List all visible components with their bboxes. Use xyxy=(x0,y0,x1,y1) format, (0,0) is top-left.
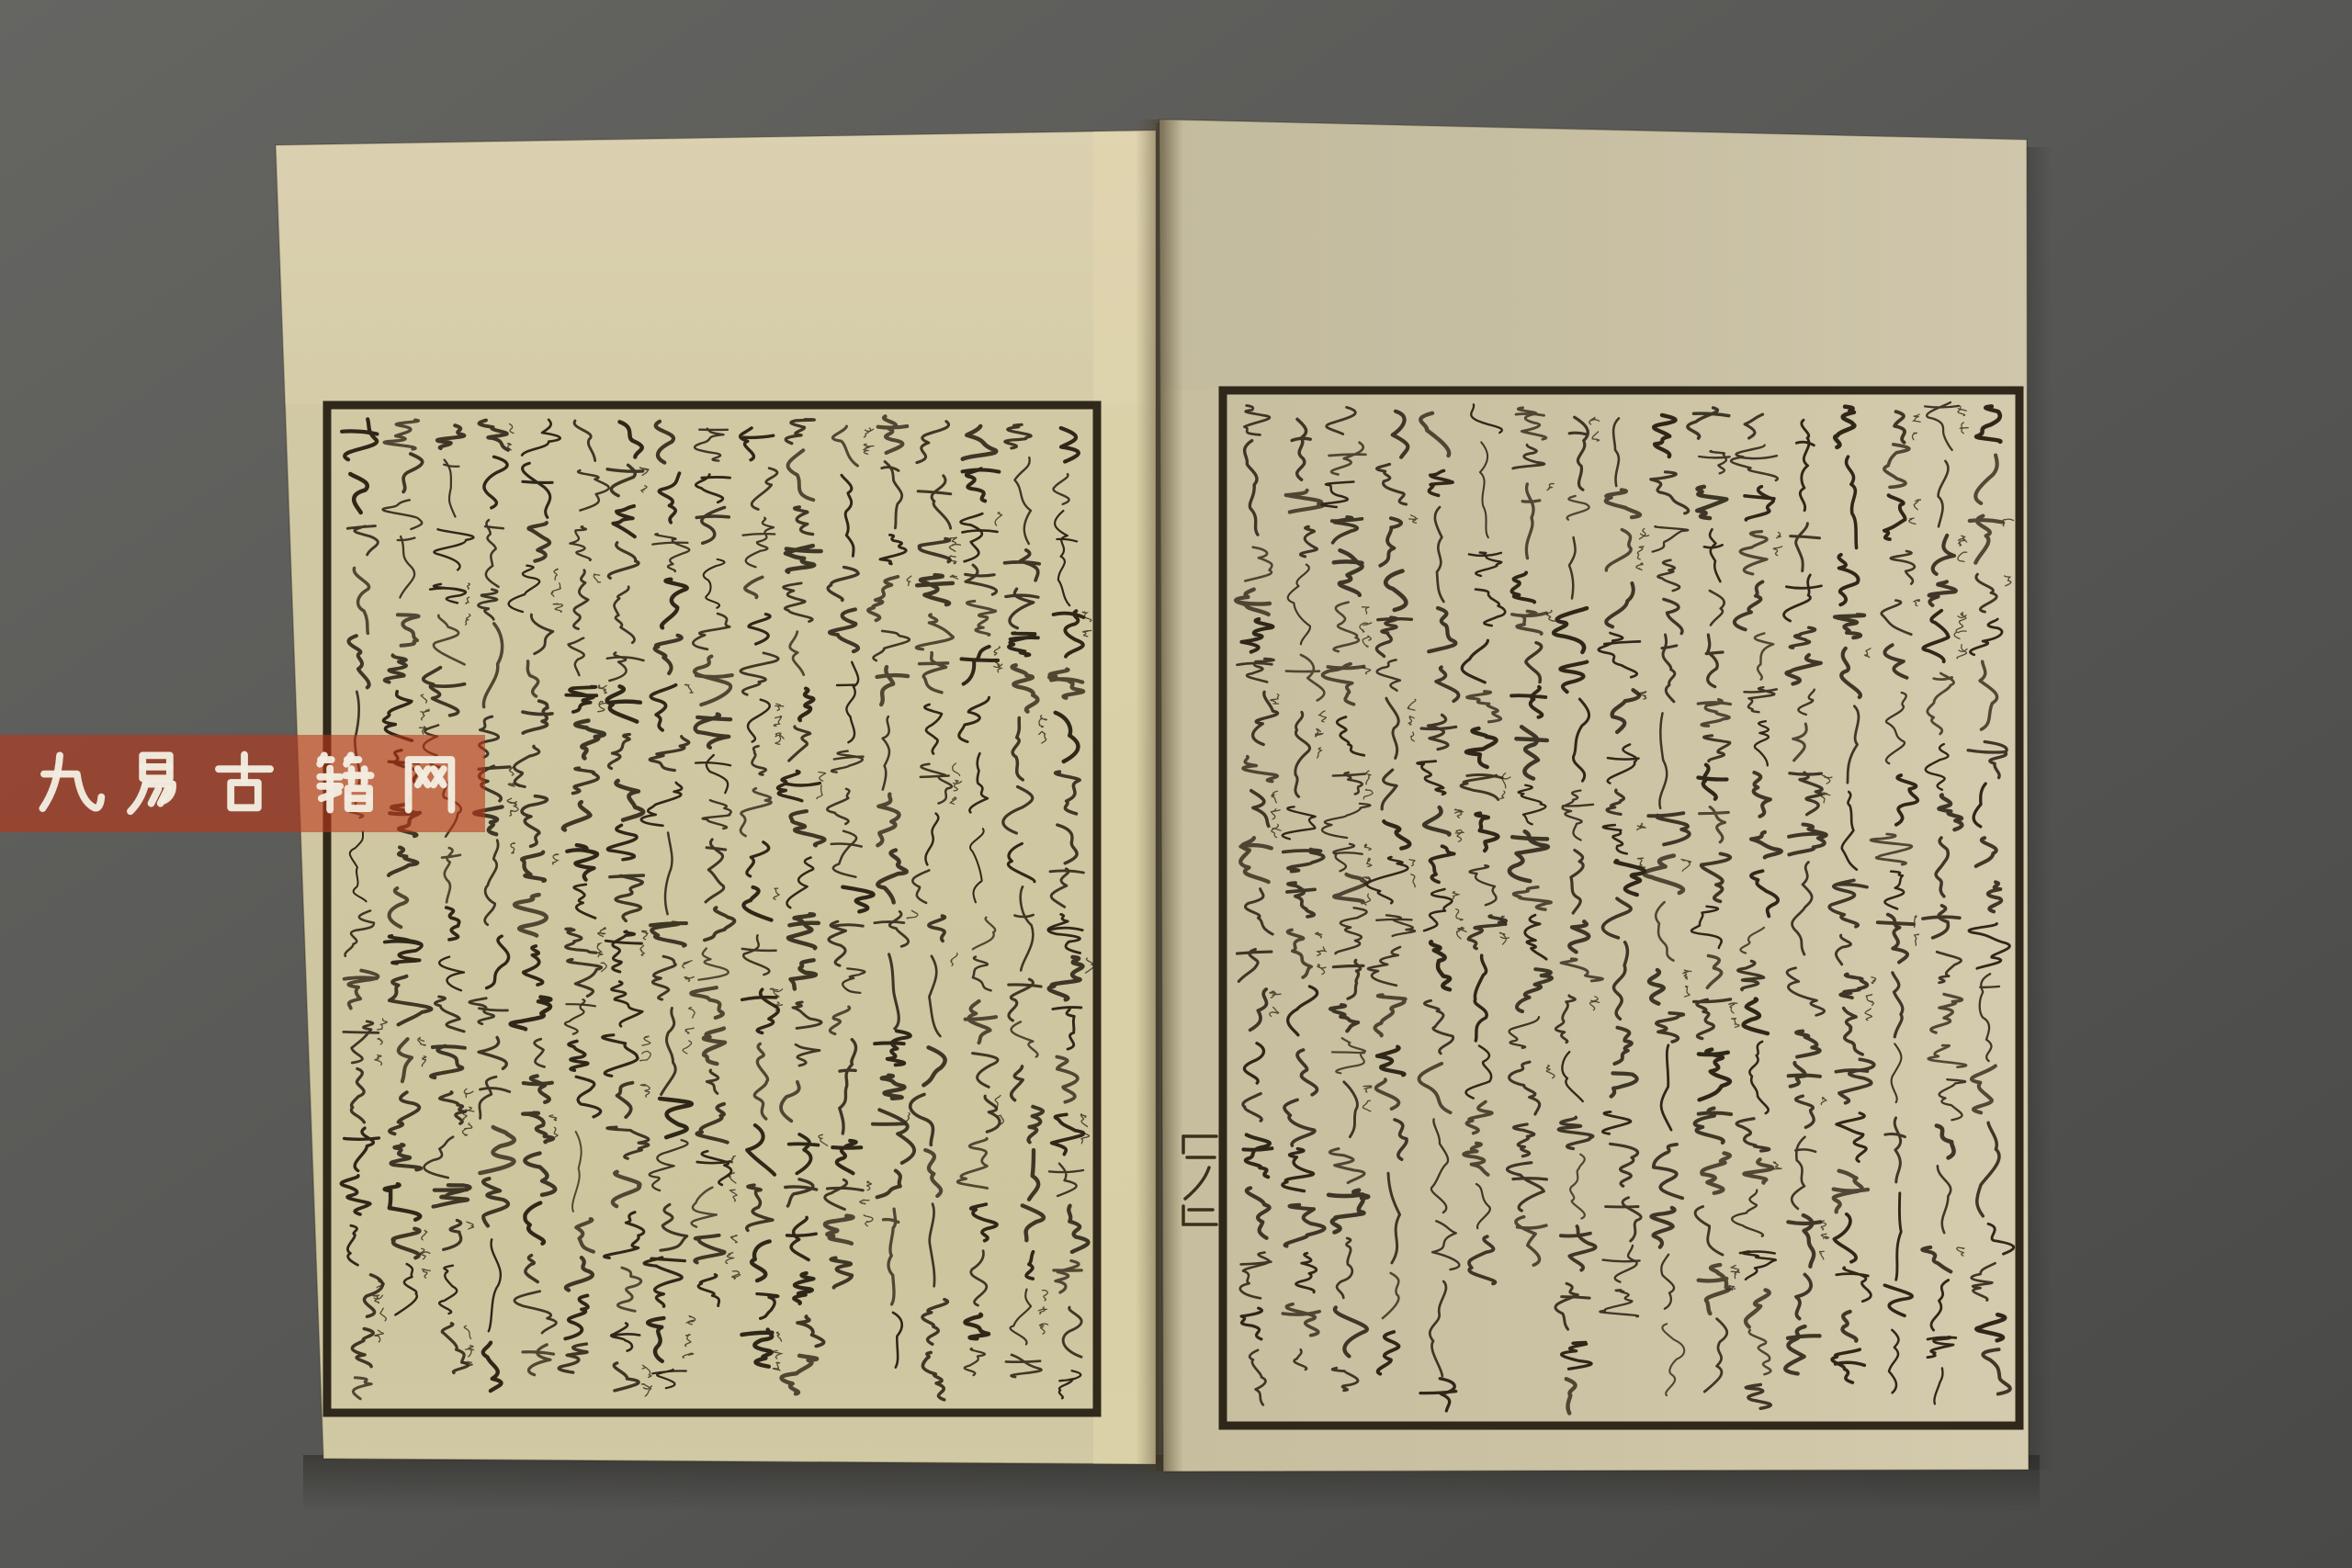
gutter-fold xyxy=(1136,119,1183,1472)
watermark xyxy=(0,735,485,832)
book-right-shadow xyxy=(2025,147,2052,1470)
